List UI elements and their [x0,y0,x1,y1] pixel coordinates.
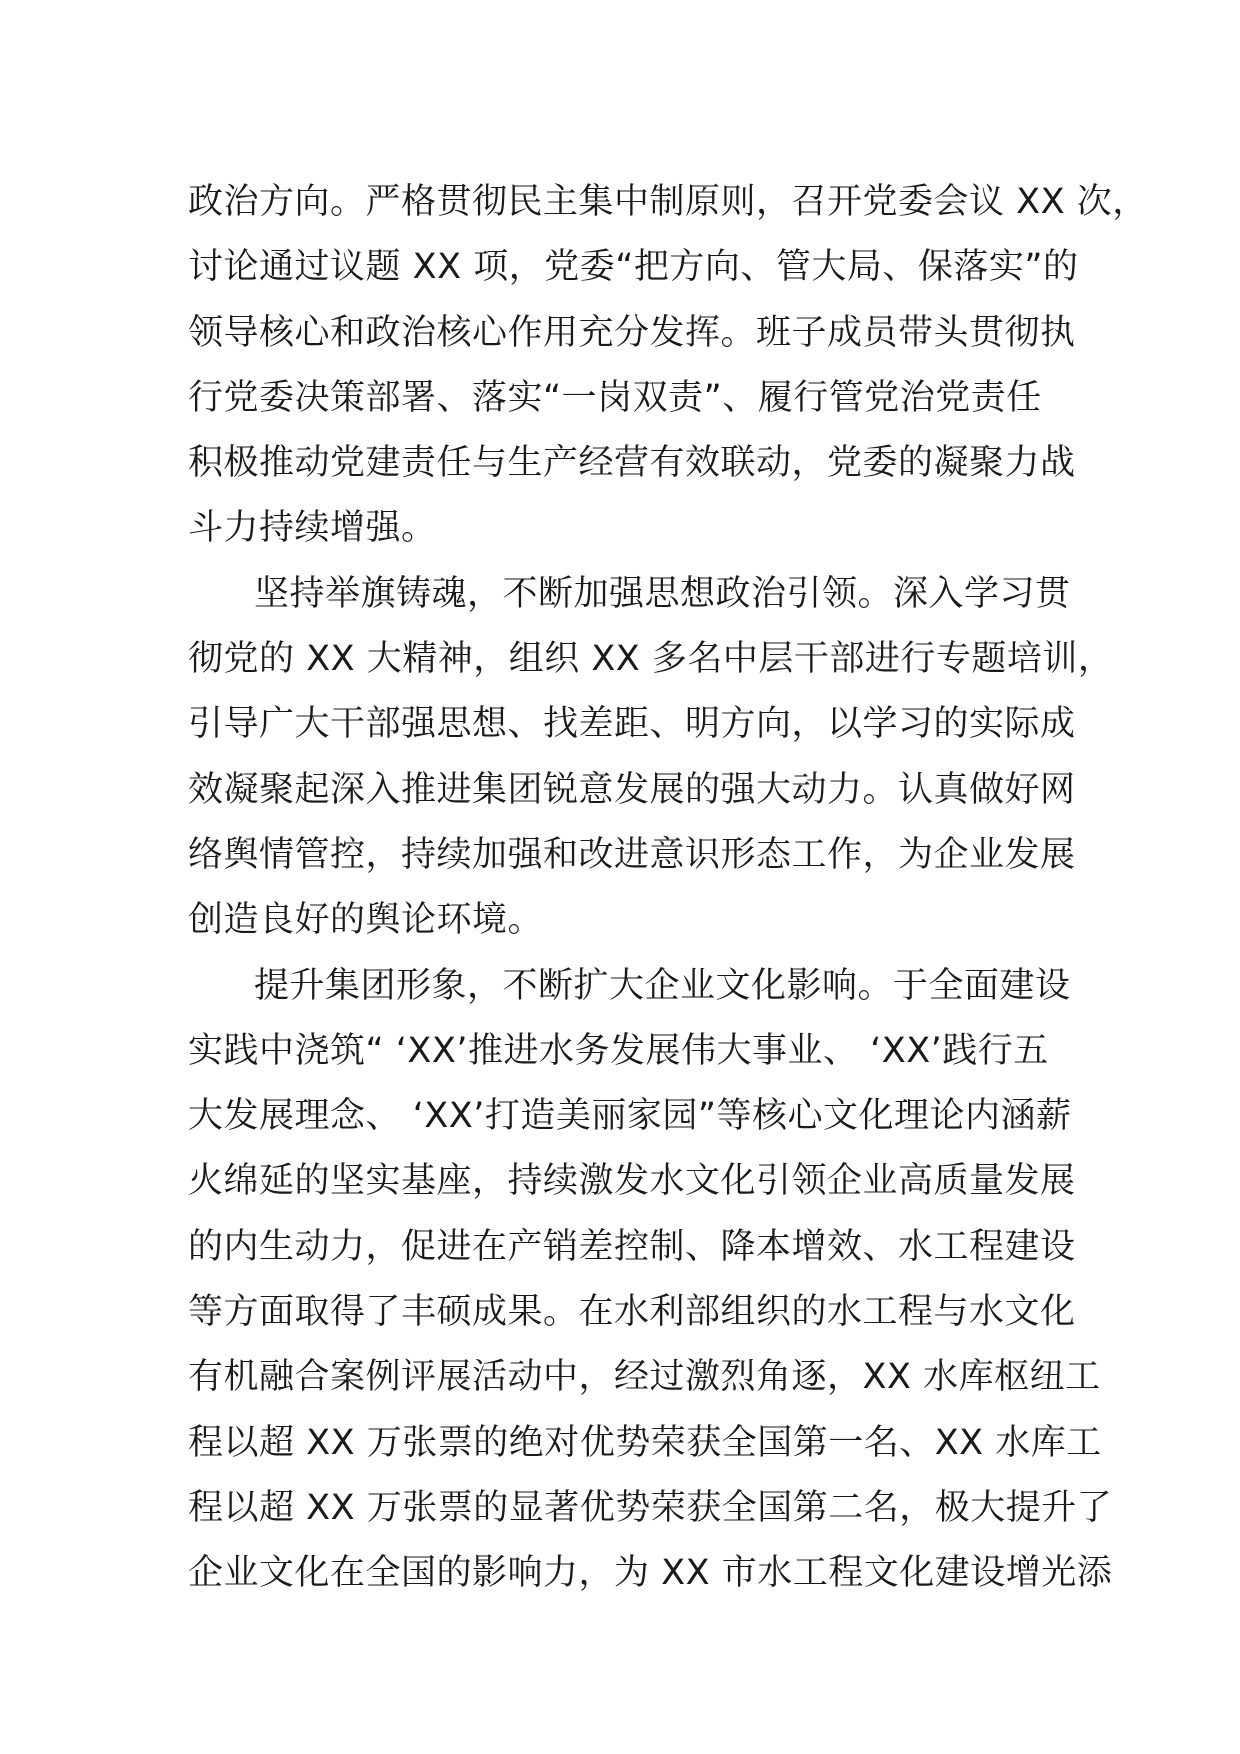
text-line: 创造良好的舆论环境。 [188,900,544,941]
text-line: 斗力持续增强。 [188,508,437,549]
text-line: 讨论通过议题 XX 项，党委“把方向、管大局、保落实”的 [188,247,1079,288]
text-line-first: 提升集团形象，不断扩大企业文化影响。于全面建设 [254,965,1071,1006]
paragraph-corporate-culture [188,954,1113,1607]
text-line: 领导核心和政治核心作用充分发挥。班子成员带头贯彻执 [188,312,1076,353]
text-line-first: 坚持举旗铸魂，不断加强思想政治引领。深入学习贯 [254,573,1071,614]
text-line: 大发展理念、 ‘XX’打造美丽家园”等核心文化理论内涵薪 [188,1096,1072,1137]
text-line: 的内生动力，促进在产销差控制、降本增效、水工程建设 [188,1226,1076,1267]
paragraph-party-leadership [188,170,1148,562]
text-line: 引导广大干部强思想、找差距、明方向，以学习的实际成 [188,704,1076,745]
text-line: 企业文化在全国的影响力，为 XX 市水工程文化建设增光添 [188,1553,1113,1594]
text-line: 火绵延的坚实基座，持续激发水文化引领企业高质量发展 [188,1161,1076,1202]
text-line: 等方面取得了丰硕成果。在水利部组织的水工程与水文化 [188,1292,1076,1333]
paragraph-ideological-guidance [188,562,1114,954]
text-line: 程以超 XX 万张票的绝对优势荣获全国第一名、XX 水库工 [188,1422,1102,1463]
body-text [188,170,1148,1607]
text-line: 效凝聚起深入推进集团锐意发展的强大动力。认真做好网 [188,769,1076,810]
text-line: 有机融合案例评展活动中，经过激烈角逐，XX 水库枢纽工 [188,1357,1101,1398]
text-line: 政治方向。严格贯彻民主集中制原则，召开党委会议 XX 次， [188,182,1148,222]
text-line: 积极推动党建责任与生产经营有效联动，党委的凝聚力战 [188,443,1076,484]
text-line: 行党委决策部署、落实“一岗双责”、履行管党治党责任 [188,377,1042,418]
text-line: 实践中浇筑“ ‘XX’推进水务发展伟大事业、 ‘XX’践行五 [188,1030,1049,1071]
text-line: 程以超 XX 万张票的显著优势荣获全国第二名，极大提升了 [188,1487,1113,1528]
text-line: 彻党的 XX 大精神，组织 XX 多名中层干部进行专题培训， [188,639,1114,680]
text-line: 络舆情管控，持续加强和改进意识形态工作，为企业发展 [188,834,1076,875]
